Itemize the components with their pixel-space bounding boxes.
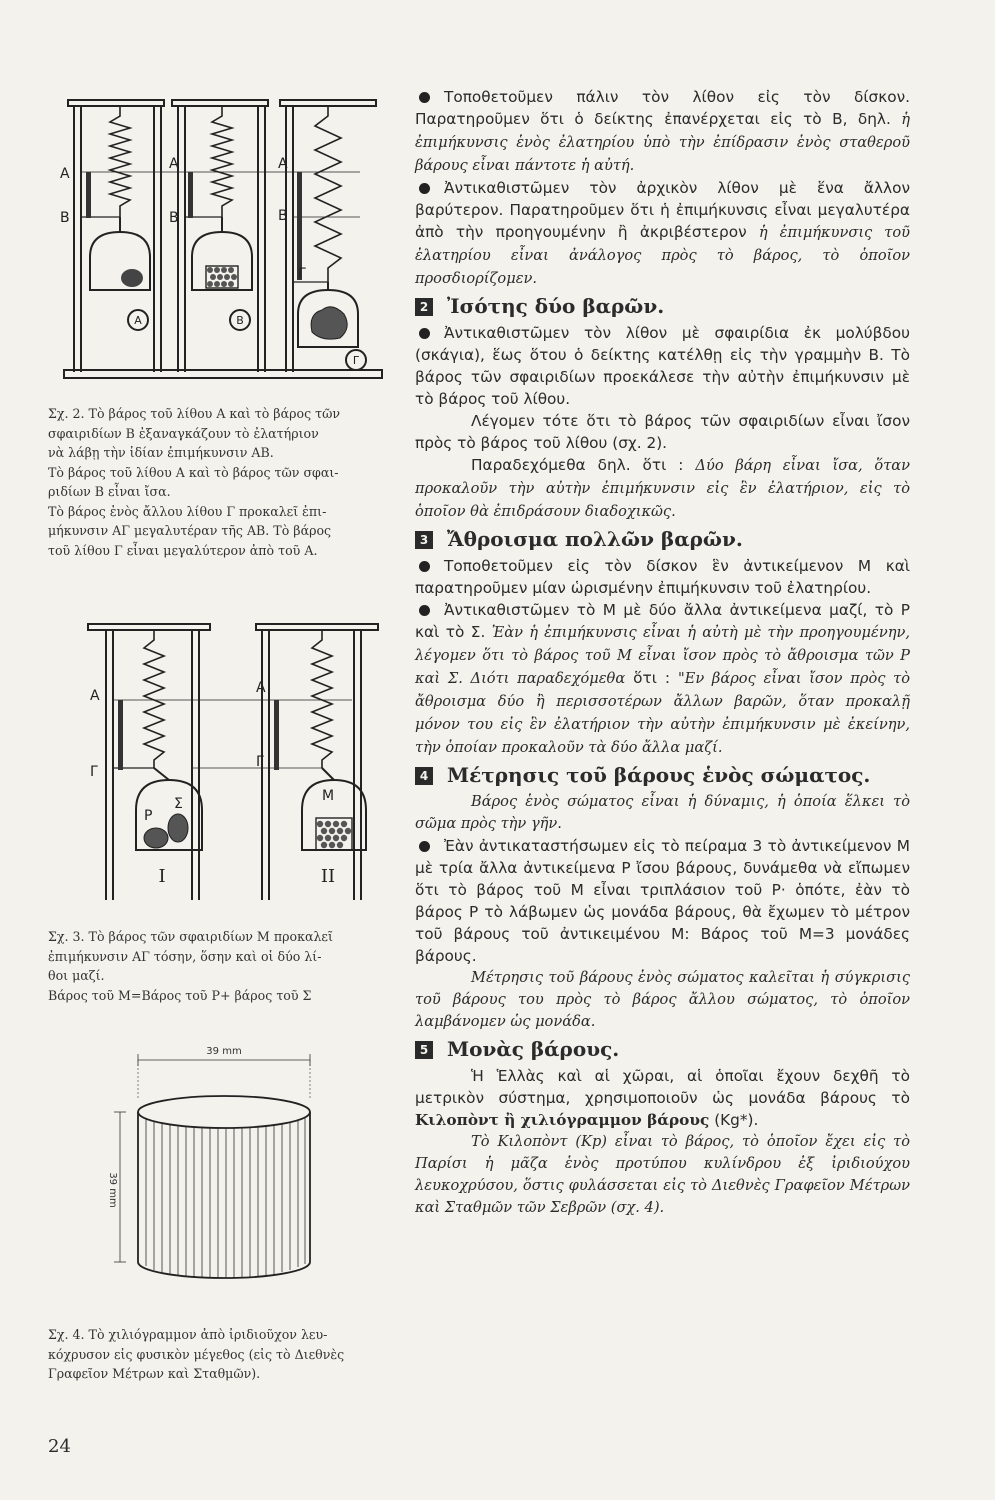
figure-2-spring-scales <box>60 92 390 392</box>
caption-line: Τὸ βάρος ἑνὸς ἄλλου λίθου Γ προκαλεῖ ἐπι- <box>48 503 327 519</box>
caption-line: ριδίων Β εἶναι ἴσα. <box>48 484 171 499</box>
figure-4-caption <box>48 1325 393 1384</box>
paragraph: Μέτρησις τοῦ βάρους ἑνὸς σώματος καλεῖται ἡ σύγκρισις τοῦ βάρους του πρὸς τὸ βάρος ἄλλου σώματος, τὸ ὁποῖον λαμβάνομεν ὡς μονάδα. <box>415 969 910 1030</box>
fig2-label-a1: A <box>60 166 70 182</box>
section-number: 3 <box>415 531 433 549</box>
fig2-circle-a: A <box>134 314 142 327</box>
fig3-label-g1: Γ <box>90 764 98 780</box>
section-number: 2 <box>415 298 433 316</box>
caption-line: Σχ. 2. Τὸ βάρος τοῦ λίθου Α καὶ τὸ βάρος τῶν <box>48 406 341 421</box>
stone-a-icon <box>121 269 143 287</box>
caption-line: σφαιριδίων Β ἐξαναγκάζουν τὸ ἐλατήριον <box>48 425 319 441</box>
paragraph: Λέγομεν τότε ὅτι τὸ βάρος τῶν σφαιριδίων εἶναι ἴσον πρὸς τὸ βάρος τοῦ λίθου (σχ. 2). <box>415 412 910 452</box>
fig2-circle-g: Γ <box>352 354 360 367</box>
caption-line: ἐπιμήκυνσιν ΑΓ τόσην, ὅσην καὶ οἱ δύο λί- <box>48 948 322 964</box>
caption-line: Τὸ βάρος τοῦ λίθου Α καὶ τὸ βάρος τῶν σφαι- <box>48 464 339 480</box>
fig2-label-b2: B <box>169 210 179 226</box>
paragraph: Παραδεχόμεθα δηλ. ὅτι : Δύο βάρη εἶναι ἴσα, ὅταν προκαλοῦν τὴν αὐτὴν ἐπιμήκυνσιν εἰς ἓν ἐλατήριον, εἰς τὸ ὁποῖον θὰ ἐπιδράσουν διαδοχικῶς. <box>415 456 910 520</box>
paragraph: Βάρος ἑνὸς σώματος εἶναι ἡ δύναμις, ἡ ὁποία ἕλκει τὸ σῶμα πρὸς τὴν γῆν. <box>415 793 910 832</box>
bullet-icon <box>419 841 430 852</box>
fig4-height-label: 39 mm <box>107 1172 118 1208</box>
section-number: 5 <box>415 1041 433 1059</box>
figure-2-caption <box>48 404 393 560</box>
paragraph: Ἀντικαθιστῶμεν τὸν ἀρχικὸν λίθον μὲ ἕνα ἄλλον βαρύτερον. Παρατηροῦμεν ὅτι ἡ ἐπιμήκυνσις εἶναι μεγαλυτέρα ἀπὸ τὴν προηγουμένην ἢ ἀκριβέστερον ἡ ἐπιμήκυνσις τοῦ ἐλατηρίου εἶναι ἀνάλογος πρὸς τὸ βάρος, τὸ ὁποῖον προσδιορίζομεν. <box>415 179 910 287</box>
fig3-roman-2: II <box>320 866 336 887</box>
fig3-label-a2: A <box>256 680 266 696</box>
caption-line: θοι μαζί. <box>48 968 105 983</box>
caption-line: τοῦ λίθου Γ εἶναι μεγαλύτερον ἀπὸ τοῦ Α. <box>48 542 318 558</box>
fig3-label-s: Σ <box>174 796 183 812</box>
paragraph: Ἐὰν ἀντικαταστήσωμεν εἰς τὸ πείραμα 3 τὸ ἀντικείμενον Μ μὲ τρία ἄλλα ἀντικείμενα Ρ ἴσου βάρους, δυνάμεθα νὰ εἴπωμεν ὅτι τὸ βάρος τοῦ Μ εἶναι τριπλάσιον τοῦ Ρ· ὁπότε, ἐὰν τὸ βάρος Ρ τὸ λάβωμεν ὡς μονάδα βάρους, θὰ ἔχωμεν τὸ μέτρον τοῦ βάρους τοῦ ἀντικειμένου Μ: Βάρος τοῦ Μ=3 μονάδες βάρους. <box>415 837 910 965</box>
bullet-icon <box>419 328 430 339</box>
section-heading: 2 Ἰσότης δύο βαρῶν. <box>415 292 910 320</box>
stone-g-icon <box>311 307 347 339</box>
fig3-label-p: P <box>144 808 153 824</box>
section-heading: 3 Ἄθροισμα πολλῶν βαρῶν. <box>415 525 910 553</box>
caption-line: Σχ. 4. Τὸ χιλιόγραμμον ἀπὸ ἰριδιοῦχον λευ- <box>48 1327 328 1342</box>
caption-line: νὰ λάβῃ τὴν ἰδίαν ἐπιμήκυνσιν ΑΒ. <box>48 445 274 460</box>
pellets-m-icon <box>317 821 351 848</box>
fig3-roman-1: I <box>158 866 166 887</box>
paragraph: Τοποθετοῦμεν εἰς τὸν δίσκον ἓν ἀντικείμενον Μ καὶ παρατηροῦμεν μίαν ὡρισμένην ἐπιμήκυνσιν τοῦ ἐλατηρίου. <box>415 557 910 597</box>
paragraph: Τὸ Κιλοπὸντ (Κp) εἶναι τὸ βάρος, τὸ ὁποῖον ἔχει εἰς τὸ Παρίσι ἡ μᾶζα ἑνὸς προτύπου κυλίνδρου ἐξ ἰριδιούχου λευκοχρύσου, ὅστις φυλάσσεται εἰς τὸ Διεθνὲς Γραφεῖον Μέτρων καὶ Σταθμῶν τῶν Σεβρῶν (σχ. 4). <box>415 1133 910 1216</box>
fig2-label-b1: B <box>60 210 70 226</box>
fig2-label-b3: B <box>278 208 288 224</box>
section-number: 4 <box>415 767 433 785</box>
paragraph: Τοποθετοῦμεν πάλιν τὸν λίθον εἰς τὸν δίσκον. Παρατηροῦμεν ὅτι ὁ δείκτης ἐπανέρχεται εἰς τὸ Β, δηλ. ἡ ἐπιμήκυνσις ἑνὸς ἐλατηρίου ὑπὸ τὴν ἐπίδρασιν ἑνὸς σταθεροῦ βάρους εἶναι πάντοτε ἡ αὐτή. <box>415 88 910 174</box>
bullet-icon <box>419 561 430 572</box>
fig2-label-a2: A <box>169 156 179 172</box>
figure-3-caption <box>48 927 393 1005</box>
pellets-b-icon <box>207 267 237 287</box>
fig2-label-g: Γ <box>298 266 306 282</box>
page-number: 24 <box>48 1436 71 1457</box>
fig3-label-m: M <box>322 788 335 804</box>
main-text-column <box>415 86 910 1219</box>
fig3-label-a1: A <box>90 688 100 704</box>
section-heading: 4 Μέτρησις τοῦ βάρους ἑνὸς σώματος. <box>415 761 910 789</box>
fig2-label-a3: A <box>278 156 288 172</box>
caption-line: Βάρος τοῦ Μ=Βάρος τοῦ Ρ+ βάρος τοῦ Σ <box>48 987 312 1003</box>
figure-3-spring-scales <box>82 620 382 916</box>
bullet-icon <box>419 92 430 103</box>
fig2-circle-b: B <box>236 314 244 327</box>
caption-line: μήκυνσιν ΑΓ μεγαλυτέραν τῆς ΑΒ. Τὸ βάρος <box>48 523 332 538</box>
paragraph: Ἡ Ἑλλὰς καὶ αἱ χῶραι, αἱ ὁποῖαι ἔχουν δεχθῆ τὸ μετρικὸν σύστημα, χρησιμοποιοῦν ὡς μονάδα βάρους τὸ Κιλοπὸντ ἢ χιλιόγραμμον βάρους (Kg*). <box>415 1067 910 1129</box>
bullet-icon <box>419 605 430 616</box>
paragraph: Ἀντικαθιστῶμεν τὸν λίθον μὲ σφαιρίδια ἐκ μολύβδου (σκάγια), ἕως ὅτου ὁ δείκτης κατέλθῃ εἰς τὴν γραμμὴν Β. Τὸ βάρος τῶν σφαιριδίων προεκάλεσε τὴν αὐτὴν ἐπιμήκυνσιν μὲ τὸ βάρος τοῦ λίθου. <box>415 324 910 408</box>
caption-line: Γραφεῖον Μέτρων καὶ Σταθμῶν). <box>48 1366 261 1381</box>
fig4-width-label: 39 mm <box>206 1046 242 1057</box>
figure-4-kilogram-cylinder <box>100 1040 340 1310</box>
fig3-label-g2: Γ <box>256 754 264 770</box>
section-heading: 5 Μονὰς βάρους. <box>415 1035 910 1063</box>
cylinder-icon <box>138 1096 310 1278</box>
paragraph: Ἀντικαθιστῶμεν τὸ Μ μὲ δύο ἄλλα ἀντικείμενα μαζί, τὸ Ρ καὶ τὸ Σ. Ἐὰν ἡ ἐπιμήκυνσις εἶναι ἡ αὐτὴ μὲ τὴν προηγουμένην, λέγομεν ὅτι τὸ βάρος τοῦ Μ εἶναι ἴσον πρὸς τὸ ἄθροισμα τῶν Ρ καὶ Σ. Διότι παραδεχόμεθα ὅτι : "Εν βάρος εἶναι ἴσον πρὸς τὸ ἄθροισμα δύο ἢ περισσοτέρων ἄλλων βαρῶν, ὅταν προκαλῇ μόνον του εἰς ἓν ἐλατήριον τὴν αὐτὴν ἐπιμήκυνσιν μὲ ἐκείνην, τὴν ὁποίαν προκαλοῦν τὰ δύο ἄλλα μαζί. <box>415 601 910 756</box>
caption-line: κόχρυσον εἰς φυσικὸν μέγεθος (εἰς τὸ Διεθνὲς <box>48 1346 345 1362</box>
caption-line: Σχ. 3. Τὸ βάρος τῶν σφαιριδίων Μ προκαλεῖ <box>48 929 333 944</box>
bullet-icon <box>419 183 430 194</box>
